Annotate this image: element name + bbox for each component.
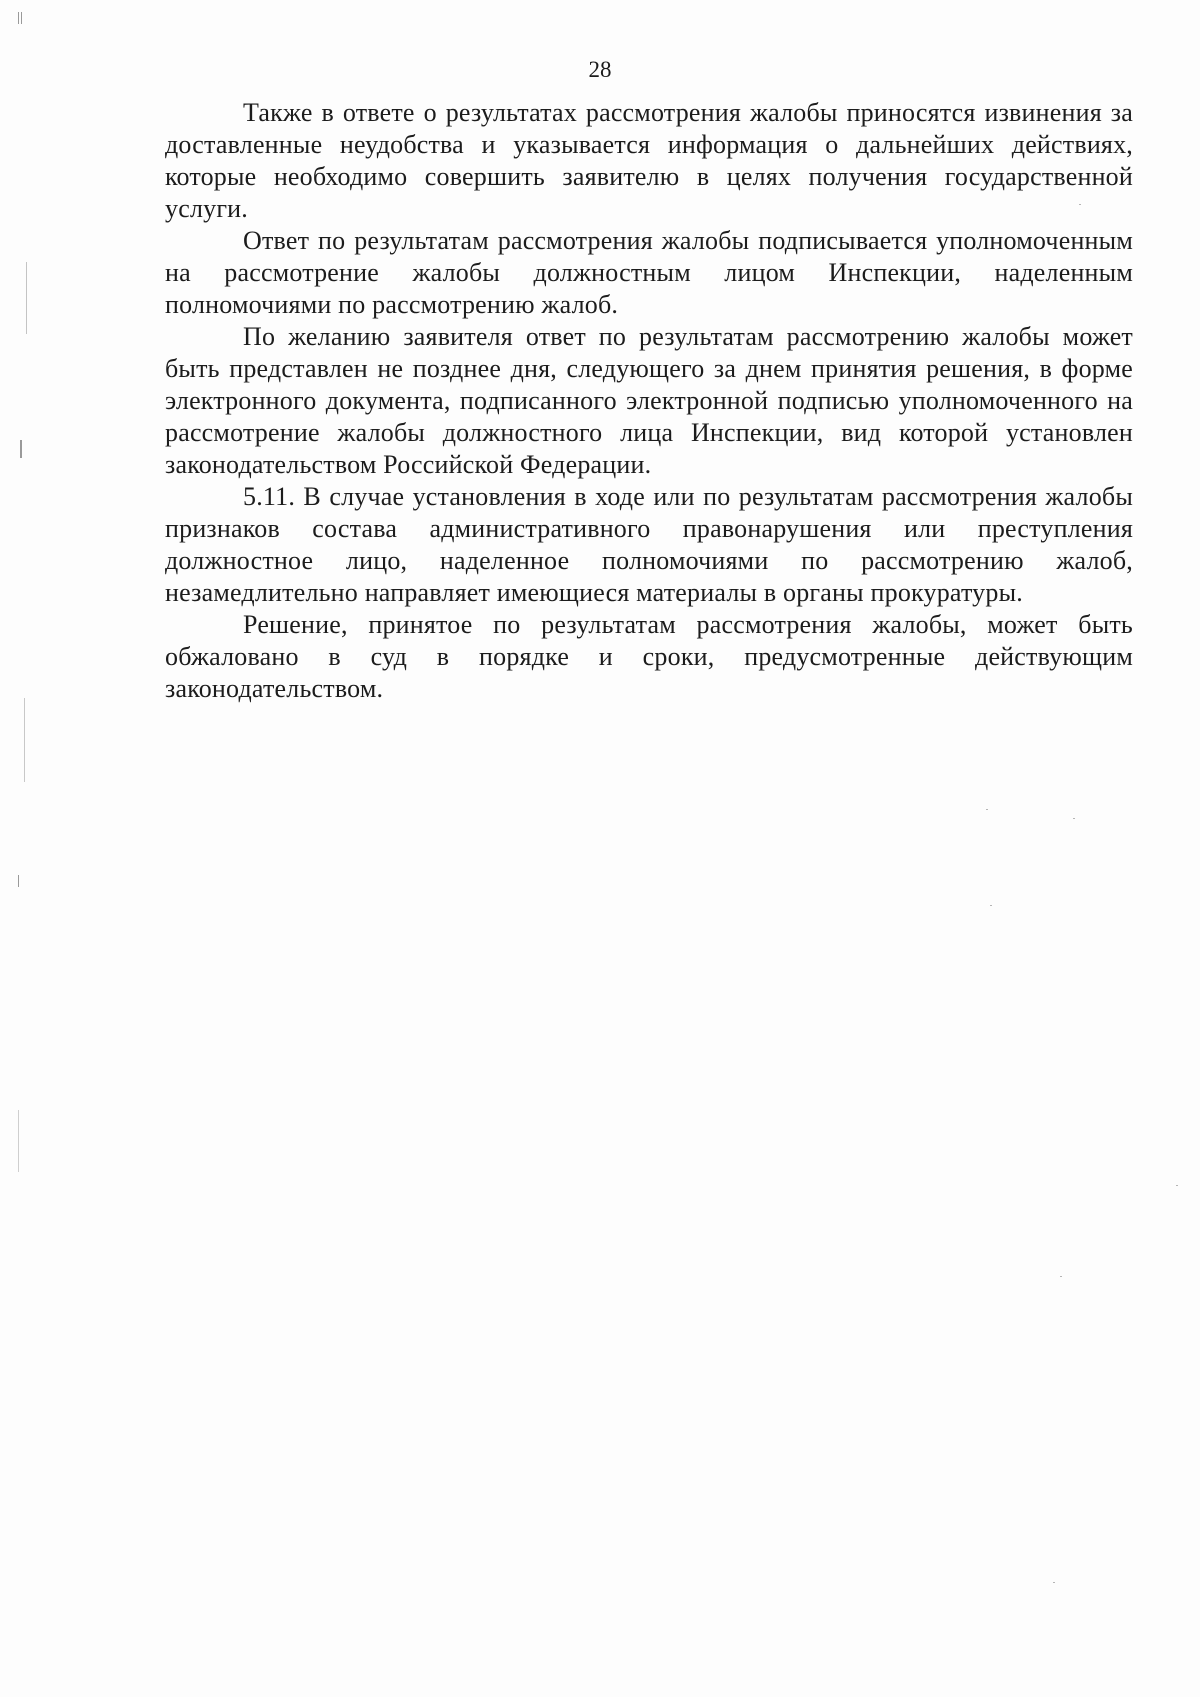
paragraph-electronic-response: По желанию заявителя ответ по результатам рассмотрению жалобы может быть представлен не позднее дня, следующего за днем принятия решения, в форме электронного документа, подписанного электронной подписью уполномоченного на рассмотрение жалобы должностного лица Инспекции, вид которой установлен законодательством Российской Федерации. [165,322,1133,479]
scan-speck [986,809,988,810]
scan-speck [990,905,992,906]
scan-artifact [21,12,22,24]
paragraph-response-signature: Ответ по результатам рассмотрения жалобы подписывается уполномоченным на рассмотрение жалобы должностным лицом Инспекции, наделенным полномочиями по рассмотрению жалоб. [165,226,1133,319]
scan-artifact [18,875,19,887]
paragraph-appeal-decision: Решение, принятое по результатам рассмотрения жалобы, может быть обжаловано в суд в порядке и сроки, предусмотренные действующим законодательством. [165,610,1133,703]
scan-speck [1073,818,1075,819]
scan-artifact [18,12,19,24]
paragraph-section-5-11: 5.11. В случае установления в ходе или по результатам рассмотрения жалобы признаков состава административного правонарушения или преступления должностное лицо, наделенное полномочиями по рассмотрению жалоб, незамедлительно направляет имеющиеся материалы в органы прокуратуры. [165,482,1133,607]
document-body [165,97,1133,705]
page-number: 28 [588,57,612,82]
scan-artifact [18,1110,19,1172]
scan-artifact [24,698,25,782]
scan-speck [1060,1276,1062,1277]
paragraph-apology-info: Также в ответе о результатах рассмотрения жалобы приносятся извинения за доставленные неудобства и указывается информация о дальнейших действиях, которые необходимо совершить заявителю в целях получения государственной услуги. [165,98,1133,223]
scan-artifact [26,262,27,334]
scan-artifact [20,440,22,458]
scan-speck [1176,1185,1178,1186]
scan-speck [1053,1582,1055,1583]
